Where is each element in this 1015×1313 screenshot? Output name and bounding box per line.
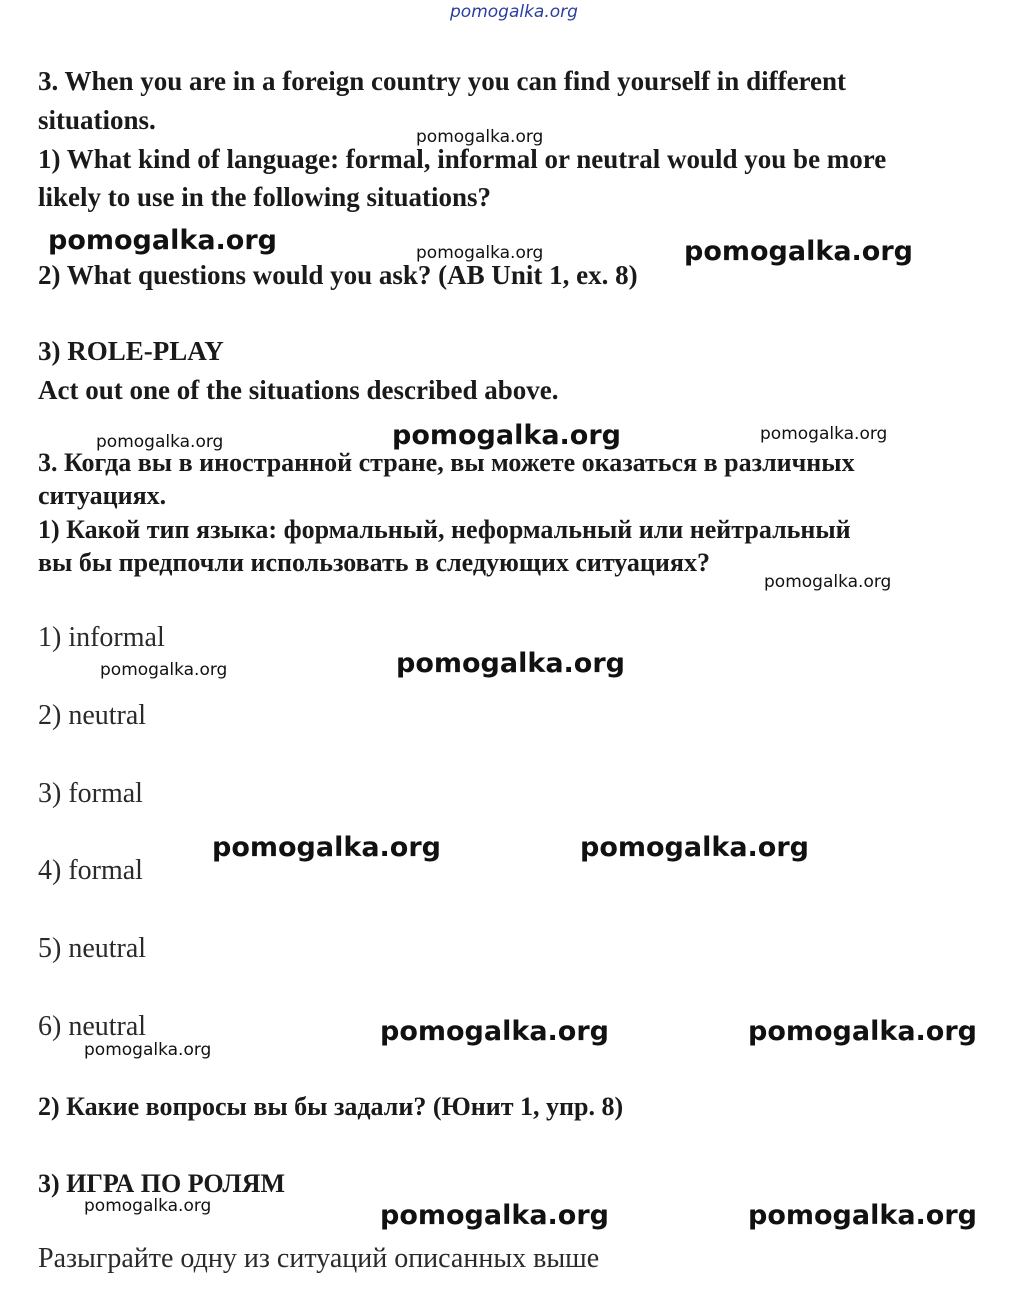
answer-5: 5) neutral [38,933,147,964]
roleplay-title-en: 3) ROLE-PLAY [38,336,224,366]
question1-ru-line2: вы бы предпочли использовать в следующих ситуациях? [38,548,710,577]
question2-ru: 2) Какие вопросы вы бы задали? (Юнит 1, упр. 8) [38,1092,624,1121]
watermark: pomogalka.org [96,432,224,452]
exercise-heading-ru-line2: ситуациях. [38,481,167,510]
watermark: pomogalka.org [84,1040,212,1060]
watermark: pomogalka.org [380,1200,609,1231]
question1-en-line2: likely to use in the following situations? [38,182,492,212]
watermark: pomogalka.org [748,1016,977,1047]
watermark: pomogalka.org [392,420,621,451]
answer-1: 1) informal [38,622,165,653]
answer-3: 3) formal [38,778,143,809]
answer-2: 2) neutral [38,700,147,731]
watermark: pomogalka.org [760,424,888,444]
exercise-heading-ru-line1: 3. Когда вы в иностранной стране, вы можете оказаться в различных [38,448,855,477]
exercise-heading-en-line2: situations. [38,105,156,135]
answer-4: 4) formal [38,855,143,886]
watermark: pomogalka.org [580,832,809,863]
watermark-top: pomogalka.org [450,2,578,22]
roleplay-title-ru: 3) ИГРА ПО РОЛЯМ [38,1169,286,1198]
question1-ru-line1: 1) Какой тип языка: формальный, неформальный или нейтральный [38,515,851,544]
watermark: pomogalka.org [396,648,625,679]
watermark: pomogalka.org [748,1200,977,1231]
exercise-heading-en-line1: 3. When you are in a foreign country you can find yourself in different [38,66,847,96]
watermark: pomogalka.org [416,243,544,263]
question1-en-line1: 1) What kind of language: formal, informal or neutral would you be more [38,144,887,174]
watermark: pomogalka.org [48,225,277,256]
watermark: pomogalka.org [380,1016,609,1047]
answer-6: 6) neutral [38,1011,147,1042]
watermark: pomogalka.org [416,127,544,147]
roleplay-text-ru: Разыграйте одну из ситуаций описанных выше [38,1243,600,1274]
roleplay-text-en: Act out one of the situations described above. [38,375,559,405]
watermark: pomogalka.org [84,1196,212,1216]
watermark: pomogalka.org [212,832,441,863]
watermark: pomogalka.org [684,236,913,267]
question2-en: 2) What questions would you ask? (AB Unit 1, ex. 8) [38,260,638,290]
watermark: pomogalka.org [100,660,228,680]
watermark: pomogalka.org [764,572,892,592]
